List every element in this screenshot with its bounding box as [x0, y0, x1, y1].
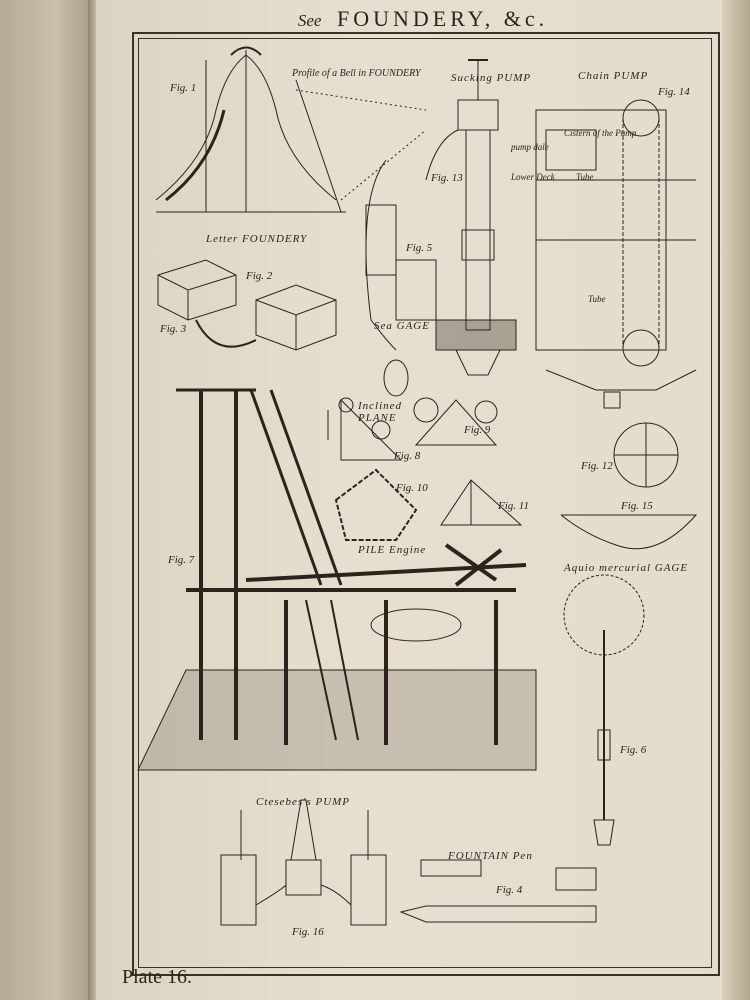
pile-engine-figure [138, 390, 536, 770]
label-aquio-mercurial-gage: Aquio mercurial GAGE [564, 562, 689, 574]
engraved-plate [96, 0, 750, 1000]
label-sucking-pump: Sucking PUMP [451, 72, 532, 84]
label-tube-bottom: Tube [588, 294, 606, 304]
plate-number: Plate 16. [122, 966, 192, 988]
ctesebes-pump-figure [221, 800, 386, 925]
label-pile-engine: PILE Engine [358, 544, 427, 556]
header-see: See [297, 11, 322, 30]
label-fig5: Fig. 5 [406, 242, 433, 254]
label-fig2: Fig. 2 [246, 270, 273, 282]
label-fig14: Fig. 14 [658, 86, 690, 98]
label-fig6: Fig. 6 [620, 744, 647, 756]
label-fig3: Fig. 3 [160, 323, 187, 335]
label-fig7: Fig. 7 [168, 554, 195, 566]
label-fountain-pen: FOUNTAIN Pen [448, 850, 533, 862]
label-chain-pump: Chain PUMP [578, 70, 649, 82]
chain-pump-figure [536, 100, 696, 408]
label-fig13-pump: Fig. 13 [431, 172, 463, 184]
label-fig9: Fig. 9 [464, 424, 491, 436]
label-fig12: Fig. 12 [581, 460, 613, 472]
facing-page [0, 0, 92, 1000]
label-sea-gage: Sea GAGE [374, 320, 430, 332]
label-bell-profile: Profile of a Bell in FOUNDERY [292, 68, 421, 79]
page-edge [722, 0, 750, 1000]
sea-gage-figure [366, 160, 436, 396]
label-fig15: Fig. 15 [621, 500, 653, 512]
label-ctesebes-pump: Ctesebes's PUMP [256, 796, 351, 808]
aquio-mercurial-gage-figure [564, 575, 647, 845]
label-letter-foundery: Letter FOUNDERY [206, 233, 308, 245]
label-cistern: Cistern of the Pump [564, 128, 637, 138]
label-fig11: Fig. 11 [498, 500, 529, 512]
label-pump-dale: pump dale [511, 142, 549, 152]
label-fig4: Fig. 4 [496, 884, 523, 896]
header-title: FOUNDERY, &c. [336, 6, 549, 31]
label-tube-top: Tube [576, 172, 594, 182]
label-lower-deck: Lower Deck [511, 172, 555, 182]
suction-pump-figure [426, 60, 516, 375]
label-fig16: Fig. 16 [292, 926, 324, 938]
label-fig1: Fig. 1 [170, 82, 197, 94]
label-fig10: Fig. 10 [396, 482, 428, 494]
label-inclined-plane: Inclined PLANE [358, 400, 403, 424]
label-fig8: Fig. 8 [394, 450, 421, 462]
geometry-figures [336, 423, 696, 549]
